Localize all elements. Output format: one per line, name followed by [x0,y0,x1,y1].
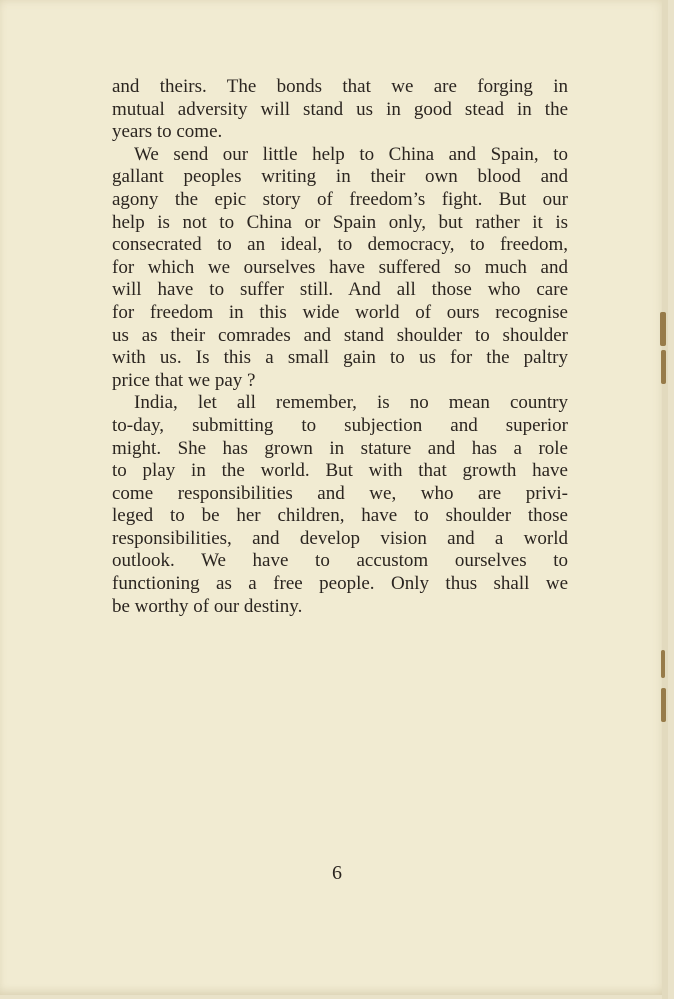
text-line: for which we ourselves have suffered so much and [112,256,568,278]
edge-stain [661,350,666,384]
edge-stain [661,688,666,722]
body-text [112,76,568,618]
page-edge [662,0,668,999]
text-line: price that we pay ? [112,369,256,391]
text-line: leged to be her children, have to shoulder those [112,505,568,527]
text-line: be worthy of our destiny. [112,595,303,617]
text-line: agony the epic story of freedom’s fight. But our [112,188,568,210]
edge-stain [660,312,666,346]
text-line: us as their comrades and stand shoulder to shoulder [112,324,568,346]
text-line: with us. Is this a small gain to us for the paltry [112,347,568,369]
text-line: might. She has grown in stature and has a role [112,437,568,459]
paragraph-3 [112,392,568,618]
text-line: We send our little help to China and Spain, to [134,143,568,165]
text-line: to play in the world. But with that growth have [112,460,568,482]
paragraph-1 [112,76,568,144]
text-line: gallant peoples writing in their own blood and [112,166,568,188]
paragraph-2 [112,144,568,393]
text-line: responsibilities, and develop vision and a world [112,527,568,549]
text-line: and theirs. The bonds that we are forging in [112,76,568,97]
text-line: help is not to China or Spain only, but rather it is [112,211,568,233]
edge-stain [661,650,665,678]
text-line: to-day, submitting to subjection and superior [112,414,568,436]
text-line: for freedom in this wide world of ours recognise [112,301,568,323]
text-line: mutual adversity will stand us in good stead in the [112,98,568,120]
text-line: come responsibilities and we, who are privi- [112,482,568,504]
text-line: functioning as a free people. Only thus shall we [112,573,568,595]
text-line: will have to suffer still. And all those who care [112,279,568,301]
text-line: India, let all remember, is no mean country [134,392,568,414]
text-line: consecrated to an ideal, to democracy, to freedom, [112,234,568,256]
text-line: years to come. [112,121,223,143]
text-line: outlook. We have to accustom ourselves to [112,550,568,572]
page-number: 6 [332,862,342,884]
